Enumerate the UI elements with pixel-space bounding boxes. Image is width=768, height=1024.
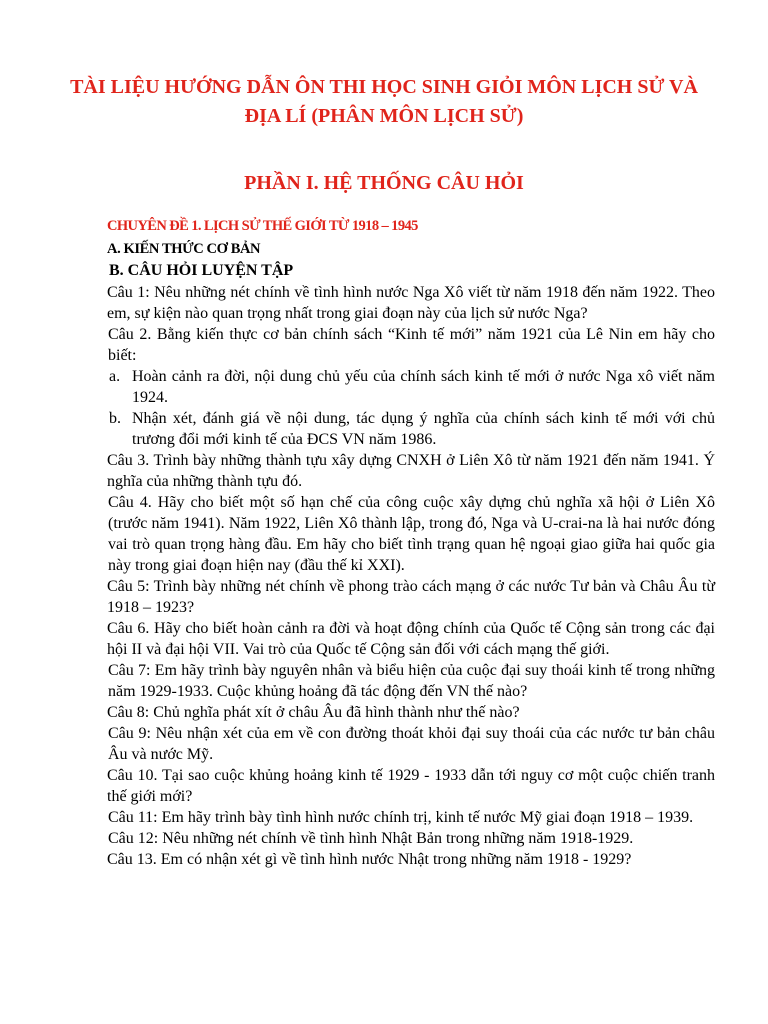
section-a-heading: A. KIẾN THỨC CƠ BẢN bbox=[107, 241, 261, 257]
list-marker: a. bbox=[109, 368, 121, 385]
question-2-item-a bbox=[107, 366, 715, 408]
list-item-text: Nhận xét, đánh giá về nội dung, tác dụng ý nghĩa của chính sách kinh tế mới với chủ trương đổi mới kinh tế của ĐCS VN năm 1986. bbox=[132, 410, 715, 448]
question-12: Câu 12: Nêu những nét chính về tình hình Nhật Bản trong những năm 1918-1929. bbox=[108, 830, 634, 847]
question-6: Câu 6. Hãy cho biết hoàn cảnh ra đời và hoạt động chính của Quốc tế Cộng sản trong các đại hội II và đại hội VII. Vai trò của Quốc tế Cộng sản đối với cách mạng thế giới. bbox=[107, 620, 715, 658]
question-2: Câu 2. Bằng kiến thực cơ bản chính sách “Kinh tế mới” năm 1921 của Lê Nin em hãy cho biết: bbox=[108, 326, 715, 364]
question-2-subitems bbox=[107, 366, 715, 450]
question-4: Câu 4. Hãy cho biết một số hạn chế của công cuộc xây dựng chủ nghĩa xã hội ở Liên Xô (trước năm 1941). Năm 1922, Liên Xô thành lập, trong đó, Nga và U-crai-na là hai nước đóng vai trò quan trọng hàng đầu. Em hãy cho biết tình trạng quan hệ ngoại giao giữa hai quốc gia này trong giai đoạn hiện nay (đầu thế kỉ XXI). bbox=[108, 494, 715, 574]
question-13: Câu 13. Em có nhận xét gì về tình hình nước Nhật trong những năm 1918 - 1929? bbox=[107, 851, 632, 868]
question-8: Câu 8: Chủ nghĩa phát xít ở châu Âu đã hình thành như thế nào? bbox=[107, 704, 520, 721]
question-7: Câu 7: Em hãy trình bày nguyên nhân và biểu hiện của cuộc đại suy thoái kinh tế trong những năm 1929-1933. Cuộc khủng hoảng đã tác động đến VN thế nào? bbox=[108, 662, 715, 700]
question-9: Câu 9: Nêu nhận xét của em về con đường thoát khỏi đại suy thoái của các nước tư bản châu Âu và nước Mỹ. bbox=[108, 725, 715, 763]
question-1: Câu 1: Nêu những nét chính về tình hình nước Nga Xô viết từ năm 1918 đến năm 1922. Theo em, sự kiện nào quan trọng nhất trong giai đoạn này của lịch sử nước Nga? bbox=[107, 284, 715, 322]
section-b-heading: B. CÂU HỎI LUYỆN TẬP bbox=[109, 262, 294, 279]
list-marker: b. bbox=[109, 410, 121, 427]
list-item-text: Hoàn cảnh ra đời, nội dung chủ yếu của chính sách kinh tế mới ở nước Nga xô viết năm 1924. bbox=[132, 368, 715, 406]
document-body bbox=[107, 215, 715, 870]
topic-heading: CHUYÊN ĐỀ 1. LỊCH SỬ THẾ GIỚI TỪ 1918 – 1945 bbox=[107, 218, 418, 234]
question-2-item-b bbox=[107, 408, 715, 450]
question-11: Câu 11: Em hãy trình bày tình hình nước chính trị, kinh tế nước Mỹ giai đoạn 1918 – 1939. bbox=[108, 809, 694, 826]
question-5: Câu 5: Trình bày những nét chính về phong trào cách mạng ở các nước Tư bản và Châu Âu từ 1918 – 1923? bbox=[107, 578, 715, 616]
question-3: Câu 3. Trình bày những thành tựu xây dựng CNXH ở Liên Xô từ năm 1921 đến năm 1941. Ý nghĩa của những thành tựu đó. bbox=[107, 452, 715, 490]
document-title: TÀI LIỆU HƯỚNG DẪN ÔN THI HỌC SINH GIỎI MÔN LỊCH SỬ VÀ ĐỊA LÍ (PHÂN MÔN LỊCH SỬ) bbox=[70, 76, 698, 127]
question-10: Câu 10. Tại sao cuộc khủng hoảng kinh tế 1929 - 1933 dẫn tới nguy cơ một cuộc chiến tranh thế giới mới? bbox=[107, 767, 715, 805]
part-heading: PHẦN I. HỆ THỐNG CÂU HỎI bbox=[244, 172, 524, 194]
